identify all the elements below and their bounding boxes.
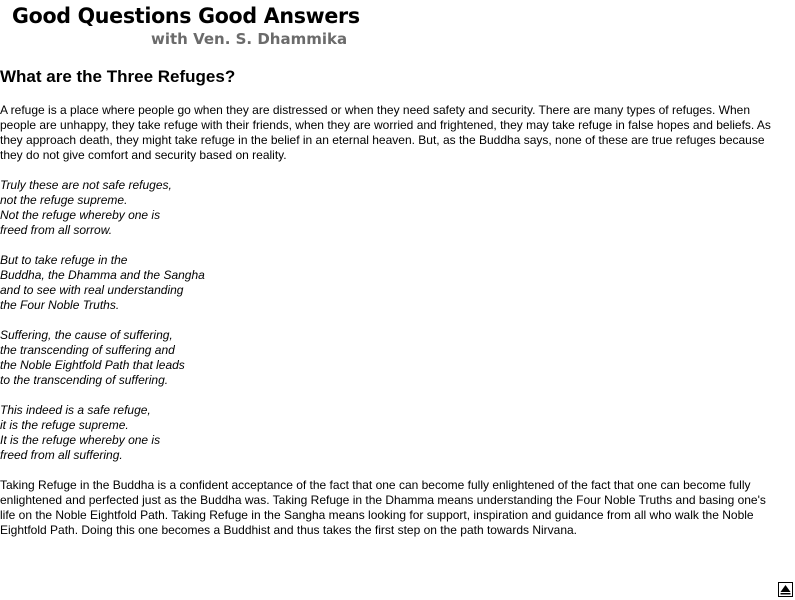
- verse-line: Not the refuge whereby one is: [0, 208, 161, 222]
- verse-stanza: [0, 328, 782, 388]
- verse-line: freed from all suffering.: [0, 448, 123, 462]
- banner: [12, 4, 360, 50]
- verse-line: to the transcending of suffering.: [0, 373, 169, 387]
- verse-line: This indeed is a safe refuge,: [0, 403, 151, 417]
- verse-line: It is the refuge whereby one is: [0, 433, 161, 447]
- banner-title: Good Questions Good Answers: [12, 4, 360, 28]
- verse-line: Suffering, the cause of suffering,: [0, 328, 173, 342]
- banner-subtitle: with Ven. S. Dhammika: [151, 30, 348, 48]
- verse-line: Truly these are not safe refuges,: [0, 178, 172, 192]
- verse-stanza: [0, 178, 782, 238]
- verse-line: and to see with real understanding: [0, 283, 184, 297]
- page-title: What are the Three Refuges?: [0, 67, 236, 86]
- verse-stanza: [0, 253, 782, 313]
- verse-line: not the refuge supreme.: [0, 193, 128, 207]
- up-arrow-icon: [779, 583, 792, 596]
- verse-line: the transcending of suffering and: [0, 343, 175, 357]
- verse-line: freed from all sorrow.: [0, 223, 113, 237]
- verse-line: But to take refuge in the: [0, 253, 128, 267]
- intro-paragraph: A refuge is a place where people go when they are distressed or when they need safety and security. There are many types of refuges. When people are unhappy, they take refuge with their friends, when they are worried and frightened, they may take refuge in false hopes and beliefs. As they approach death, they might take refuge in the belief in an eternal heaven. But, as the Buddha says, none of these are true refuges because they do not give comfort and security based on reality.: [0, 103, 771, 162]
- verse-line: it is the refuge supreme.: [0, 418, 129, 432]
- verse-stanza: [0, 403, 782, 463]
- closing-paragraph: Taking Refuge in the Buddha is a confident acceptance of the fact that one can become fully enlightened of the fact that one can become fully enlightened and perfected just as the Buddha was. Taking Refuge in the Dhamma means understanding the Four Noble Truths and basing one's life on the Noble Eightfold Path. Taking Refuge in the Sangha means looking for support, inspiration and guidance from all who walk the Noble Eightfold Path. Doing this one becomes a Buddhist and thus takes the first step on the path towards Nirvana.: [0, 478, 766, 537]
- back-to-top-button[interactable]: [778, 582, 793, 597]
- article-body: [0, 103, 782, 553]
- verse-line: Buddha, the Dhamma and the Sangha: [0, 268, 205, 282]
- verse-line: the Noble Eightfold Path that leads: [0, 358, 185, 372]
- verse-line: the Four Noble Truths.: [0, 298, 120, 312]
